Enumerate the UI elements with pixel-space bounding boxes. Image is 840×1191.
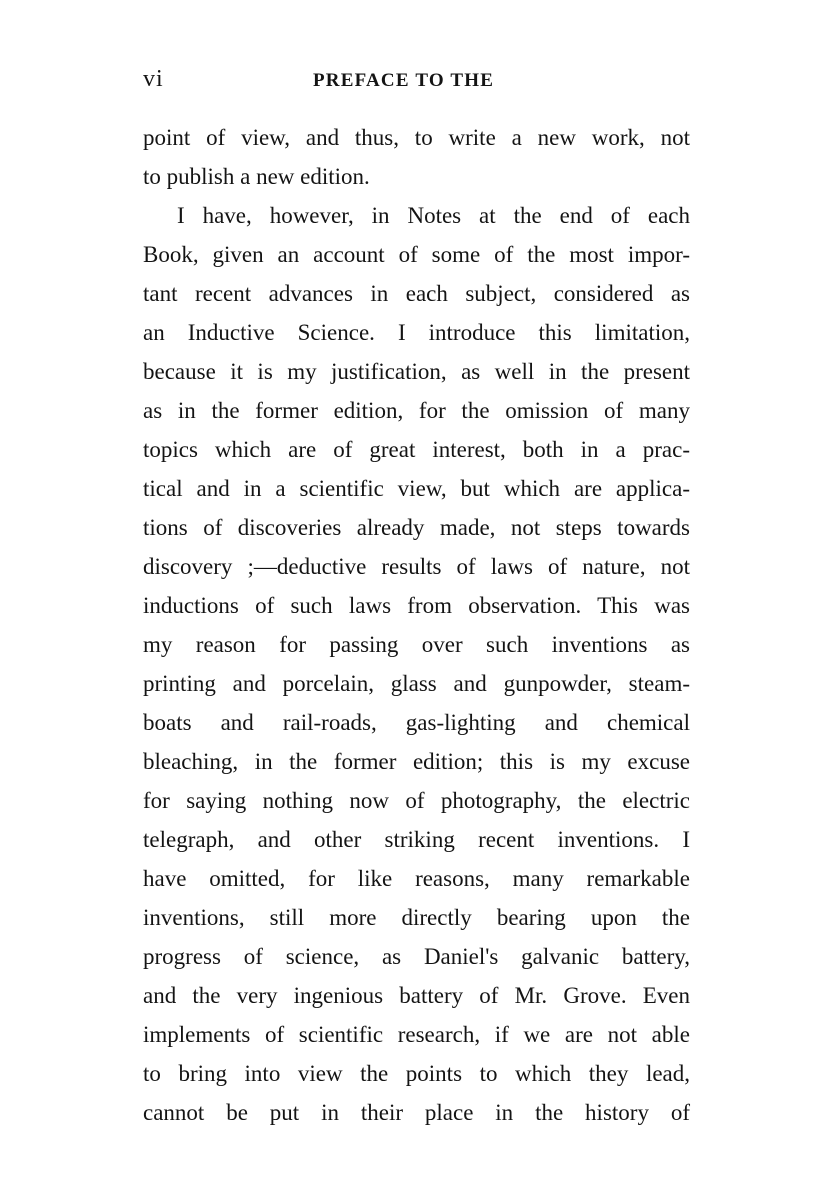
- text-line: implements of scientific research, if we are not able: [143, 1022, 690, 1047]
- text-line: have omitted, for like reasons, many remarkable: [143, 866, 690, 891]
- text-line: as in the former edition, for the omission of many: [143, 398, 690, 423]
- paragraph-1: [143, 118, 690, 196]
- text-line: to publish a new edition.: [143, 164, 370, 189]
- text-line: topics which are of great interest, both in a prac-: [143, 437, 690, 462]
- text-line: cannot be put in their place in the history of: [143, 1100, 690, 1125]
- text-line: tions of discoveries already made, not steps towards: [143, 515, 690, 540]
- text-line: inventions, still more directly bearing upon the: [143, 905, 690, 930]
- text-line: tical and in a scientific view, but which are applica-: [143, 476, 690, 501]
- text-line: printing and porcelain, glass and gunpowder, steam-: [143, 671, 690, 696]
- text-line: progress of science, as Daniel's galvanic battery,: [143, 944, 690, 969]
- body-text: [143, 118, 690, 1132]
- text-line: Book, given an account of some of the most impor-: [143, 242, 690, 267]
- text-line: discovery ;—deductive results of laws of nature, not: [143, 554, 690, 579]
- running-head-title: PREFACE TO THE: [313, 70, 495, 91]
- running-head: [143, 66, 690, 96]
- text-line: I have, however, in Notes at the end of each: [177, 203, 690, 228]
- page-number: vi: [143, 66, 164, 92]
- paragraph-2: [143, 196, 690, 1132]
- text-line: and the very ingenious battery of Mr. Grove. Even: [143, 983, 690, 1008]
- text-line: tant recent advances in each subject, considered as: [143, 281, 690, 306]
- text-line: telegraph, and other striking recent inventions. I: [143, 827, 690, 852]
- text-line: for saying nothing now of photography, the electric: [143, 788, 690, 813]
- text-line: boats and rail-roads, gas-lighting and chemical: [143, 710, 690, 735]
- text-line: bleaching, in the former edition; this is my excuse: [143, 749, 690, 774]
- text-line: point of view, and thus, to write a new work, not: [143, 125, 690, 150]
- text-line: inductions of such laws from observation. This was: [143, 593, 690, 618]
- text-line: an Inductive Science. I introduce this limitation,: [143, 320, 690, 345]
- text-line: because it is my justification, as well in the present: [143, 359, 690, 384]
- text-line: my reason for passing over such inventions as: [143, 632, 690, 657]
- text-line: to bring into view the points to which they lead,: [143, 1061, 690, 1086]
